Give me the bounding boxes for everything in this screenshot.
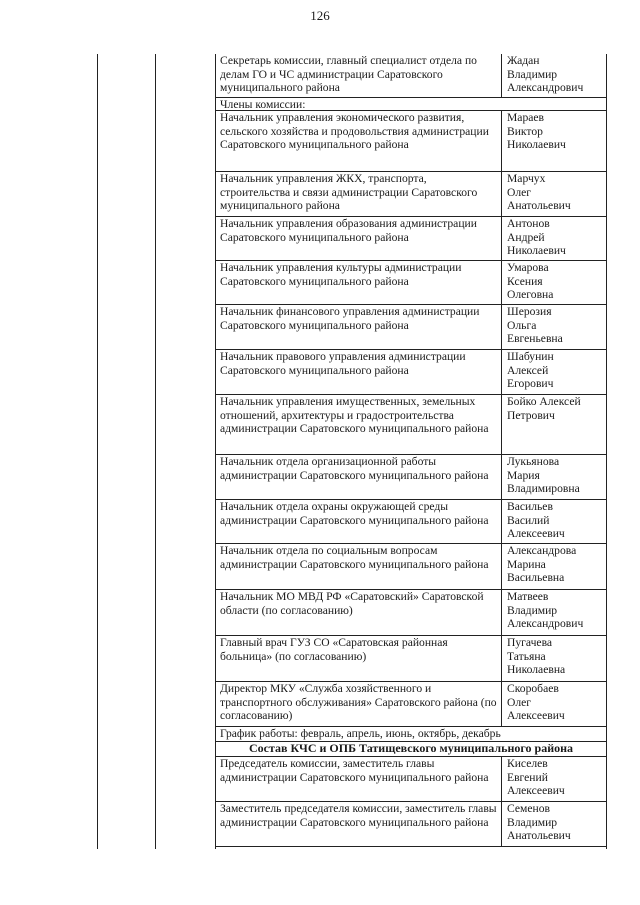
section-heading: Состав КЧС и ОПБ Татищевского муниципального района bbox=[215, 742, 607, 757]
table-row bbox=[215, 455, 607, 500]
commission-table bbox=[97, 54, 607, 849]
table-row bbox=[215, 395, 607, 455]
position-cell: Начальник отдела организационной работы администрации Саратовского муниципального района bbox=[215, 455, 502, 499]
person-name-cell: Антонов Андрей Николаевич bbox=[507, 217, 566, 258]
person-name-cell: Семенов Владимир Анатольевич bbox=[507, 802, 571, 843]
table-row bbox=[215, 682, 607, 727]
table-row bbox=[215, 757, 607, 802]
position-cell: Начальник управления экономического развития, сельского хозяйства и продовольствия администрации Саратовского муниципального района bbox=[215, 111, 502, 171]
person-name-cell: Скоробаев Олег Алексеевич bbox=[507, 682, 565, 723]
position-cell: Заместитель председателя комиссии, заместитель главы администрации Саратовского муниципального района bbox=[215, 802, 502, 846]
position-cell: Начальник управления ЖКХ, транспорта, строительства и связи администрации Саратовского муниципального района bbox=[215, 172, 502, 216]
table-rows bbox=[215, 54, 607, 847]
page-number: 126 bbox=[310, 8, 330, 23]
table-row bbox=[215, 802, 607, 847]
person-name-cell: Марчух Олег Анатольевич bbox=[507, 172, 571, 213]
person-name-cell: Лукьянова Мария Владимировна bbox=[507, 455, 580, 496]
position-cell: Начальник управления имущественных, земельных отношений, архитектуры и градостроительства администрации Саратовского муниципального района bbox=[215, 395, 502, 454]
table-row bbox=[215, 590, 607, 636]
table-row bbox=[215, 217, 607, 261]
person-name-cell: Мараев Виктор Николаевич bbox=[507, 111, 566, 152]
position-cell: Начальник правового управления администрации Саратовского муниципального района bbox=[215, 350, 502, 394]
table-row bbox=[215, 500, 607, 544]
table-row bbox=[215, 172, 607, 217]
position-cell: Начальник отдела по социальным вопросам администрации Саратовского муниципального района bbox=[215, 544, 502, 589]
person-name-cell: Бойко Алексей Петрович bbox=[507, 395, 581, 422]
span-row: Члены комиссии: bbox=[215, 98, 607, 111]
person-name-cell: Матвеев Владимир Александрович bbox=[507, 590, 584, 631]
position-cell: Председатель комиссии, заместитель главы администрации Саратовского муниципального района bbox=[215, 757, 502, 801]
position-cell: Начальник управления культуры администрации Саратовского муниципального района bbox=[215, 261, 502, 304]
person-name-cell: Киселев Евгений Алексеевич bbox=[507, 757, 565, 798]
position-cell: Начальник отдела охраны окружающей среды администрации Саратовского муниципального района bbox=[215, 500, 502, 543]
position-cell: Начальник финансового управления администрации Саратовского муниципального района bbox=[215, 305, 502, 349]
position-cell: Главный врач ГУЗ СО «Саратовская районная больница» (по согласованию) bbox=[215, 636, 502, 681]
table-row bbox=[215, 261, 607, 305]
position-cell: Секретарь комиссии, главный специалист отдела по делам ГО и ЧС администрации Саратовского муниципального района bbox=[215, 54, 502, 97]
person-name-cell: Александрова Марина Васильевна bbox=[507, 544, 577, 585]
position-cell: Начальник МО МВД РФ «Саратовский» Саратовской области (по согласованию) bbox=[215, 590, 502, 635]
span-row: График работы: февраль, апрель, июнь, октябрь, декабрь bbox=[215, 727, 607, 742]
table-row bbox=[215, 636, 607, 682]
person-name-cell: Пугачева Татьяна Николаевна bbox=[507, 636, 566, 677]
table-border-left bbox=[97, 54, 98, 849]
table-row bbox=[215, 54, 607, 98]
position-cell: Начальник управления образования администрации Саратовского муниципального района bbox=[215, 217, 502, 260]
person-name-cell: Жадан Владимир Александрович bbox=[507, 54, 584, 95]
person-name-cell: Шерозия Ольга Евгеньевна bbox=[507, 305, 563, 346]
table-column-divider bbox=[155, 54, 156, 849]
person-name-cell: Шабунин Алексей Егорович bbox=[507, 350, 554, 391]
table-row bbox=[215, 350, 607, 395]
person-name-cell: Васильев Василий Алексеевич bbox=[507, 500, 565, 541]
table-row bbox=[215, 111, 607, 172]
position-cell: Директор МКУ «Служба хозяйственного и транспортного обслуживания» Саратовского района (по согласованию) bbox=[215, 682, 502, 726]
person-name-cell: Умарова Ксения Олеговна bbox=[507, 261, 554, 302]
table-row bbox=[215, 544, 607, 590]
table-row bbox=[215, 305, 607, 350]
